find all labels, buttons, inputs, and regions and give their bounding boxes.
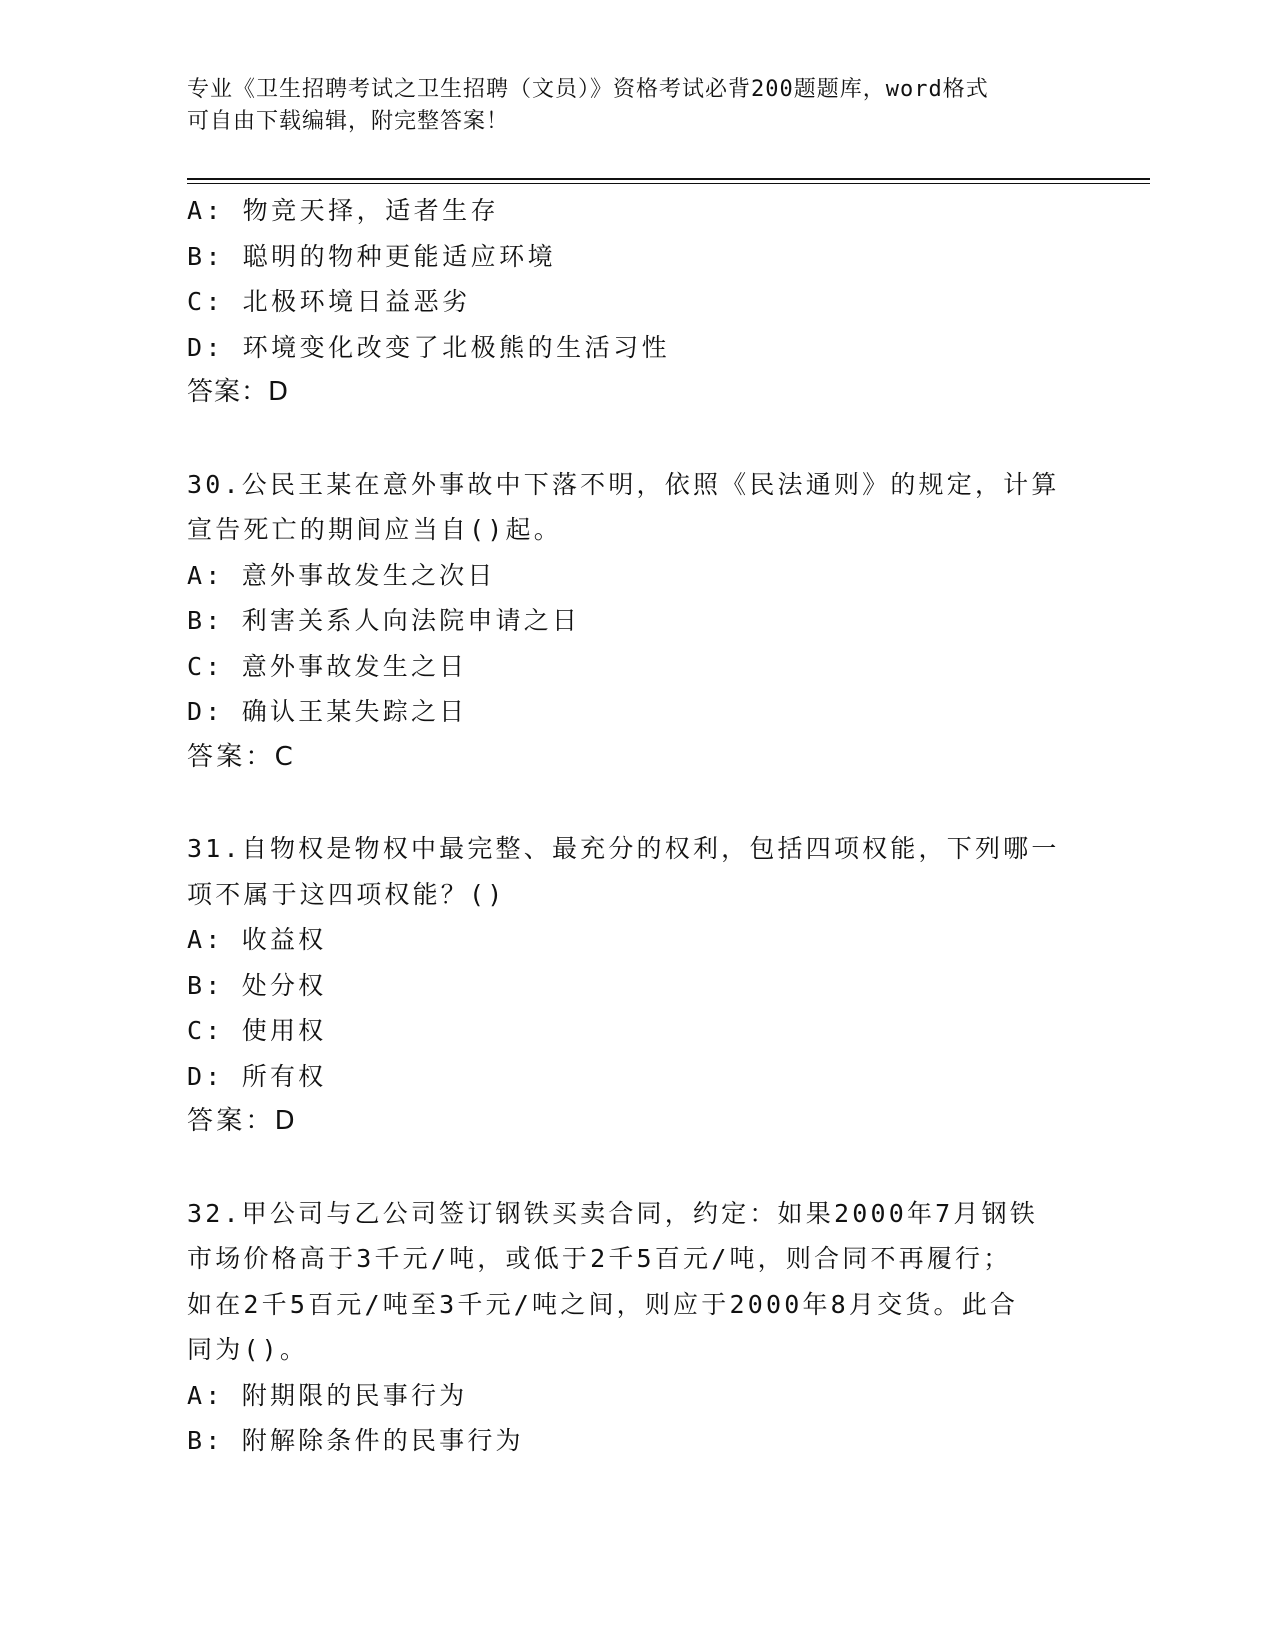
question-text-line: 项不属于这四项权能？() (187, 879, 506, 909)
header-rule-thin (187, 183, 1150, 184)
option-b: B: 处分权 (187, 970, 327, 1000)
question-text-line: 30.公民王某在意外事故中下落不明，依照《民法通则》的规定，计算 (187, 469, 1060, 499)
option-a: A: 附期限的民事行为 (187, 1380, 468, 1410)
option-b: B: 聪明的物种更能适应环境 (187, 241, 557, 271)
option-c: C: 使用权 (187, 1016, 327, 1045)
option-a: A: 物竞天择，适者生存 (187, 196, 500, 225)
question-text-line: 宣告死亡的期间应当自()起。 (187, 515, 562, 544)
option-c: C: 北极环境日益恶劣 (187, 287, 471, 316)
spacer (187, 780, 1087, 826)
document-header (187, 74, 1067, 138)
question-block-29 (187, 188, 1087, 416)
question-text-line: 31.自物权是物权中最完整、最充分的权利，包括四项权能，下列哪一 (187, 834, 1060, 863)
option-a: A: 意外事故发生之次日 (187, 560, 496, 590)
header-title-line-1: 专业《卫生招聘考试之卫生招聘（文员）》资格考试必背200题题库，word格式 (187, 77, 989, 102)
option-a: A: 收益权 (187, 925, 327, 954)
option-d: D: 所有权 (187, 1061, 327, 1091)
question-block-30 (187, 462, 1087, 781)
question-text-line: 32.甲公司与乙公司签订钢铁买卖合同，约定：如果2000年7月钢铁 (187, 1198, 1039, 1228)
option-d: D: 环境变化改变了北极熊的生活习性 (187, 332, 671, 362)
question-block-31 (187, 826, 1087, 1145)
answer-line: 答案：D (187, 1106, 298, 1136)
answer-line: 答案：D (187, 377, 290, 407)
question-text-line: 市场价格高于3千元/吨，或低于2千5百元/吨，则合同不再履行； (187, 1244, 1012, 1273)
question-block-32 (187, 1191, 1087, 1464)
option-b: B: 附解除条件的民事行为 (187, 1426, 524, 1455)
question-text-line: 同为()。 (187, 1335, 309, 1364)
spacer (187, 416, 1087, 462)
spacer (187, 1145, 1087, 1191)
question-text-line: 如在2千5百元/吨至3千元/吨之间，则应于2000年8月交货。此合 (187, 1289, 1019, 1319)
option-d: D: 确认王某失踪之日 (187, 697, 468, 726)
option-b: B: 利害关系人向法院申请之日 (187, 606, 581, 635)
option-c: C: 意外事故发生之日 (187, 651, 468, 681)
header-rule-thick (187, 178, 1150, 180)
header-title-line-2: 可自由下载编辑，附完整答案！ (187, 109, 510, 134)
document-body (187, 188, 1087, 1464)
answer-line: 答案：C (187, 741, 296, 772)
